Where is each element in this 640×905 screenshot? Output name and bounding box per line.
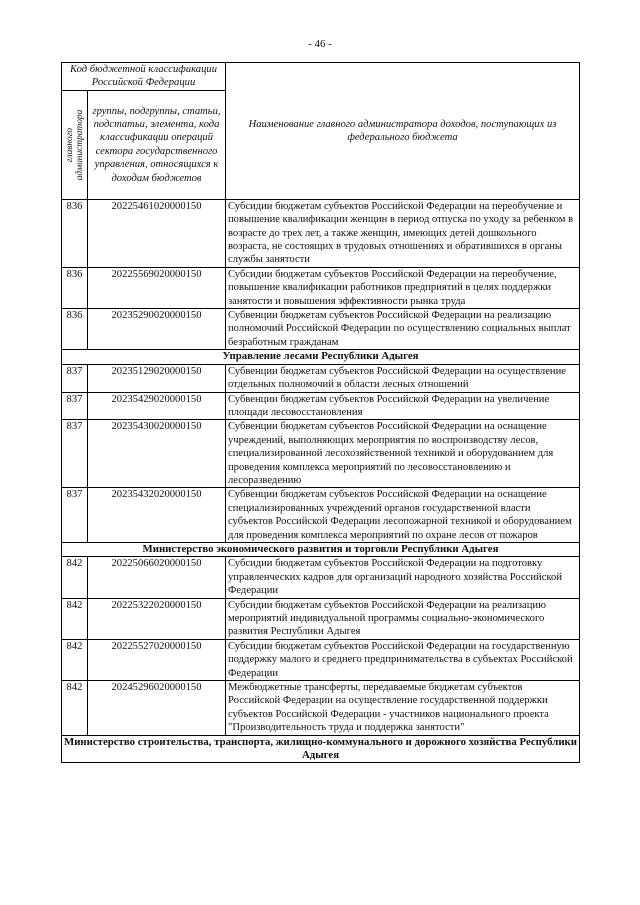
admin-code-cell: 836 <box>62 199 88 267</box>
revenue-code-cell: 20245296020000150 <box>88 681 226 736</box>
revenue-name-cell: Субсидии бюджетам субъектов Российской Федерации на государственную поддержку малого и среднего предпринимательства в субъектах Российской Федерации <box>226 639 580 680</box>
section-title: Министерство строительства, транспорта, жилищно-коммунального и дорожного хозяйства Республики Адыгея <box>62 735 580 763</box>
revenue-name-header-text: Наименование главного администратора доходов, поступающих из федерального бюджета <box>248 118 557 143</box>
revenue-name-cell: Субвенции бюджетам субъектов Российской Федерации на оснащение специализированных учреждений органов государственной власти субъектов Российской Федерации лесопожарной техникой и оборудованием для проведения комплекса мероприятий по охране лесов от пожаров <box>226 488 580 543</box>
section-row <box>62 735 580 763</box>
table-row <box>62 488 580 543</box>
budget-classification-table <box>61 62 580 763</box>
table-header-row <box>62 63 580 91</box>
table-row <box>62 199 580 267</box>
admin-code-cell: 842 <box>62 598 88 639</box>
admin-code-cell: 837 <box>62 420 88 488</box>
revenue-name-header <box>226 63 580 200</box>
table-row <box>62 681 580 736</box>
revenue-code-cell: 20225569020000150 <box>88 267 226 308</box>
section-title: Управление лесами Республики Адыгея <box>62 350 580 364</box>
admin-code-cell: 837 <box>62 392 88 420</box>
admin-code-cell: 842 <box>62 639 88 680</box>
revenue-code-header: группы, подгруппы, статьи, подстатьи, элемента, кода классификации операций сектора государственного управления, относящихся к доходам бюджетов <box>88 90 226 199</box>
classification-header: Код бюджетной классификации Российской Федерации <box>62 63 226 91</box>
section-title: Министерство экономического развития и торговли Республики Адыгея <box>62 542 580 556</box>
section-row <box>62 542 580 556</box>
admin-code-cell: 842 <box>62 681 88 736</box>
revenue-code-cell: 20235129020000150 <box>88 364 226 392</box>
revenue-code-cell: 20225322020000150 <box>88 598 226 639</box>
table-row <box>62 598 580 639</box>
revenue-name-cell: Субвенции бюджетам субъектов Российской Федерации на оснащение учреждений, выполняющих мероприятия по воспроизводству лесов, специализированной лесохозяйственной техникой и оборудованием для проведения комплекса мероприятий по лесовосстановлению и лесоразведению <box>226 420 580 488</box>
revenue-code-cell: 20225527020000150 <box>88 639 226 680</box>
table-row <box>62 639 580 680</box>
admin-code-header <box>62 90 88 199</box>
admin-code-cell: 837 <box>62 488 88 543</box>
admin-code-header-text: главного администратора <box>64 109 85 181</box>
revenue-code-cell: 20235290020000150 <box>88 309 226 350</box>
table-row <box>62 364 580 392</box>
revenue-name-cell: Межбюджетные трансферты, передаваемые бюджетам субъектов Российской Федерации на осуществление государственной поддержки субъектов Российской Федерации - участников национального проекта "Производительность труда и поддержка занятости" <box>226 681 580 736</box>
revenue-name-cell: Субсидии бюджетам субъектов Российской Федерации на подготовку управленческих кадров для организаций народного хозяйства Российской Федерации <box>226 557 580 598</box>
table-row <box>62 267 580 308</box>
revenue-code-cell: 20235429020000150 <box>88 392 226 420</box>
table-row <box>62 392 580 420</box>
admin-code-cell: 836 <box>62 267 88 308</box>
revenue-code-cell: 20225461020000150 <box>88 199 226 267</box>
revenue-name-cell: Субсидии бюджетам субъектов Российской Федерации на реализацию мероприятий индивидуальной программы социально-экономического развития Республики Адыгея <box>226 598 580 639</box>
revenue-code-cell: 20235430020000150 <box>88 420 226 488</box>
revenue-name-cell: Субвенции бюджетам субъектов Российской Федерации на увеличение площади лесовосстановления <box>226 392 580 420</box>
table-row <box>62 309 580 350</box>
section-row <box>62 350 580 364</box>
admin-code-cell: 837 <box>62 364 88 392</box>
table-row <box>62 420 580 488</box>
admin-code-cell: 842 <box>62 557 88 598</box>
revenue-code-cell: 20235432020000150 <box>88 488 226 543</box>
table-row <box>62 557 580 598</box>
admin-code-cell: 836 <box>62 309 88 350</box>
revenue-name-cell: Субвенции бюджетам субъектов Российской Федерации на осуществление отдельных полномочий в области лесных отношений <box>226 364 580 392</box>
revenue-name-cell: Субсидии бюджетам субъектов Российской Федерации на переобучение и повышение квалификации женщин в период отпуска по уходу за ребенком в возрасте до трех лет, а также женщин, имеющих детей дошкольного возраста, не состоящих в трудовых отношениях и обратившихся в органы службы занятости <box>226 199 580 267</box>
revenue-name-cell: Субсидии бюджетам субъектов Российской Федерации на переобучение, повышение квалификации работников предприятий в целях поддержки занятости и повышения эффективности рынка труда <box>226 267 580 308</box>
revenue-code-cell: 20225066020000150 <box>88 557 226 598</box>
page-number: - 46 - <box>308 38 332 50</box>
revenue-name-cell: Субвенции бюджетам субъектов Российской Федерации на реализацию полномочий Российской Федерации по осуществлению социальных выплат безработным гражданам <box>226 309 580 350</box>
